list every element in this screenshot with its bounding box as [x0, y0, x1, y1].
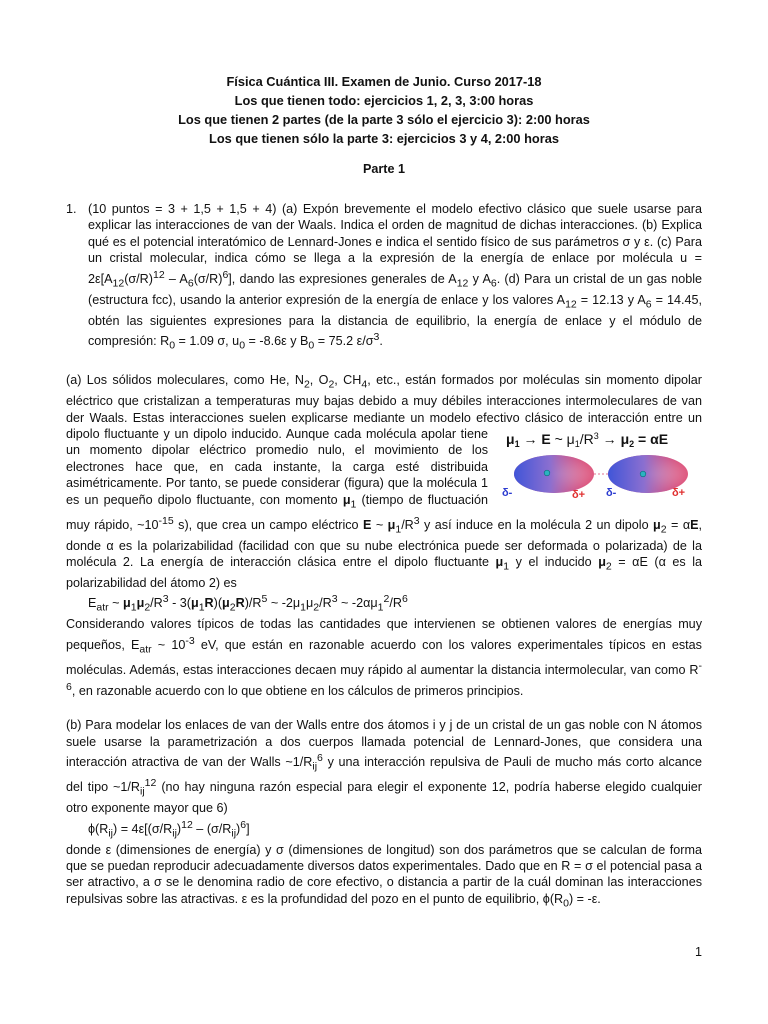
question-number: 1. [66, 202, 77, 216]
delta-plus-1: δ+ [572, 488, 586, 500]
exam-page [66, 72, 702, 912]
equation-e-atr: $E_{atr}$ ~ $\mu_1\mu_2/R^3 - 3(\mu_1R)(\mu_2R)/R^5$ ~ $-2\mu_1\mu_2/R^3$ ~ $-2\alpha\mu_1^2/R^6$ [88, 593, 408, 614]
question-text: (10 puntos = 3 + 1,5 + 1,5 + 4) (a) Expón brevemente el modelo efectivo clásico que suele usarse para explicar las interacciones de van der Waals. Indica el orden de magnitud de dichas interacciones. (b) Explica qué es el potencial interatómico de Lennard-Jones e indica el sentido físico de sus parámetros σ y ε. (c) Para un cristal molecular, indica cómo se llega a la expresión de la energía de enlace por molécula $u = 2\varepsilon[A_{12}(\sigma/R)^{12} - A_6(\sigma/R)^6]$, dando las expresiones generales de $A_{12}$ y $A_6$. (d) Para un cristal de un gas noble (estructura fcc), usando la anterior expresión de la energía de enlace y los valores $A_{12} = 12.13$ y $A_6 = 14.45$, obtén las siguientes expresiones para la distancia de equilibrio, la energía de enlace y el módulo de compresión: $R_0 = 1.09$ σ, $u_0 = -8.6\varepsilon$ y $B_0 = 75.2$ $\varepsilon/\sigma^3$. [88, 202, 703, 352]
figure-caption: $\mu_1 \to E$ ~ $\mu_1/R^3 \to \mu_2 = \alpha E$ [506, 430, 669, 449]
header-line-part3: Los que tienen sólo la parte 3: ejercicios 3 y 4, 2:00 horas [209, 131, 559, 146]
delta-minus-2: δ- [606, 486, 617, 499]
answer-b-conclusion: donde ε (dimensiones de energía) y σ (dimensiones de longitud) son dos parámetros que se calculan de forma que se puedan reproducir adecuadamente diversos datos experimentales. Dado que en R = σ el potencial pasa a ser atractivo, a σ se le denomina radio de core efectivo, o distancia a partir de la cuál dominan las interacciones repulsivas sobre las atractivas. ε es la profundidad del pozo en el punto de equilibrio, $\phi(R_0) = -\varepsilon$. [66, 842, 702, 910]
section-title: Parte 1 [362, 162, 405, 176]
answer-b [66, 717, 702, 912]
question-1 [66, 201, 702, 354]
equation-lennard-jones: $\phi(R_{ij}) = 4\varepsilon[(\sigma/R_{ij})^{12} - (\sigma/R_{ij})^6]$ [88, 818, 250, 840]
answer-a-intro: (a) Los sólidos moleculares, como He, $N_2$, $O_2$, $CH_4$, etc., están formados por moléculas sin momento dipolar eléctrico que cristalizan a temperaturas muy bajas debido a muy débiles interacciones intermoleculares de van der Waals. Estas interacciones suelen explicarse mediante un modelo efectivo [66, 373, 702, 425]
header-line-two-parts: Los que tienen 2 partes (de la parte 3 sólo el ejercicio 3): 2:00 horas [178, 112, 590, 127]
dipole-figure [502, 428, 702, 500]
header-title: Física Cuántica III. Examen de Junio. Curso 2017-18 [226, 74, 542, 89]
delta-plus-2: δ+ [672, 486, 686, 499]
answer-a-wrap: clásico de interacción entre un dipolo fluctuante y un dipolo inducido. Aunque cada molécula apolar tiene un momento dipolar eléctrico promedio nulo, el movimiento de los electrones hace que, en cada instante, la carga esté distribuida asimétricamente. Por tanto, se puede considerar (figura) que la [66, 410, 702, 491]
answer-a-conclusion: Considerando valores típicos de todas las cantidades que intervienen se obtienen valores de energías muy pequeños, $E_{atr}$ ~ $10^{-3}$ eV, que están en razonable acuerdo con los valores experimentales típicos en estas moléculas. Además, estas interacciones decaen muy rápido al aumentar la distancia intermolecular, van como $R^{-6}$, en razonable acuerdo con lo que obtiene en los cálculos de primeros principios. [66, 617, 702, 698]
page-number: 1 [694, 945, 702, 959]
exam-header [66, 72, 702, 148]
answer-b-intro: (b) Para modelar los enlaces de van der Walls entre dos átomos i y j de un cristal de un gas noble con N átomos suele usarse la parametrización a dos cuerpos llamada potencial de Lennard-Jones, que considera una interacción atractiva de van der Walls $\sim 1/R_{ij}^6$ y una interacción repulsiva de Pauli de mucho más corto alcance del tipo $\sim 1/R_{ij}^{12}$ (no hay ninguna razón especial para elegir el exponente 12, podría haberse elegido cualquier otro exponente mayor que 6) [66, 718, 703, 816]
answer-a-rest: molécula 1 es un pequeño dipolo fluctuante, con momento $\mu_1$ (tiempo de fluctuación muy rápido, $\sim 10^{-15}$ s), que crea un campo eléctrico E ~ $\mu_1/R^3$ y así induce en la molécula 2 un dipolo $\mu_2 = \alpha E$, donde α es la polarizabilidad (facilidad con que su nube electrónica puede ser deformada o polarizada) de la molécula 2. La energía de interacción clásica entre el dipolo fluctuante $\mu_1$ y el inducido $\mu_2 = \alpha E$ (α es la polarizabilidad del átomo 2) es [66, 476, 703, 590]
molecule-1 [514, 455, 594, 493]
header-line-all: Los que tienen todo: ejercicios 1, 2, 3, 3:00 horas [234, 93, 534, 108]
answer-a [66, 372, 702, 699]
delta-minus-1: δ- [502, 486, 513, 499]
